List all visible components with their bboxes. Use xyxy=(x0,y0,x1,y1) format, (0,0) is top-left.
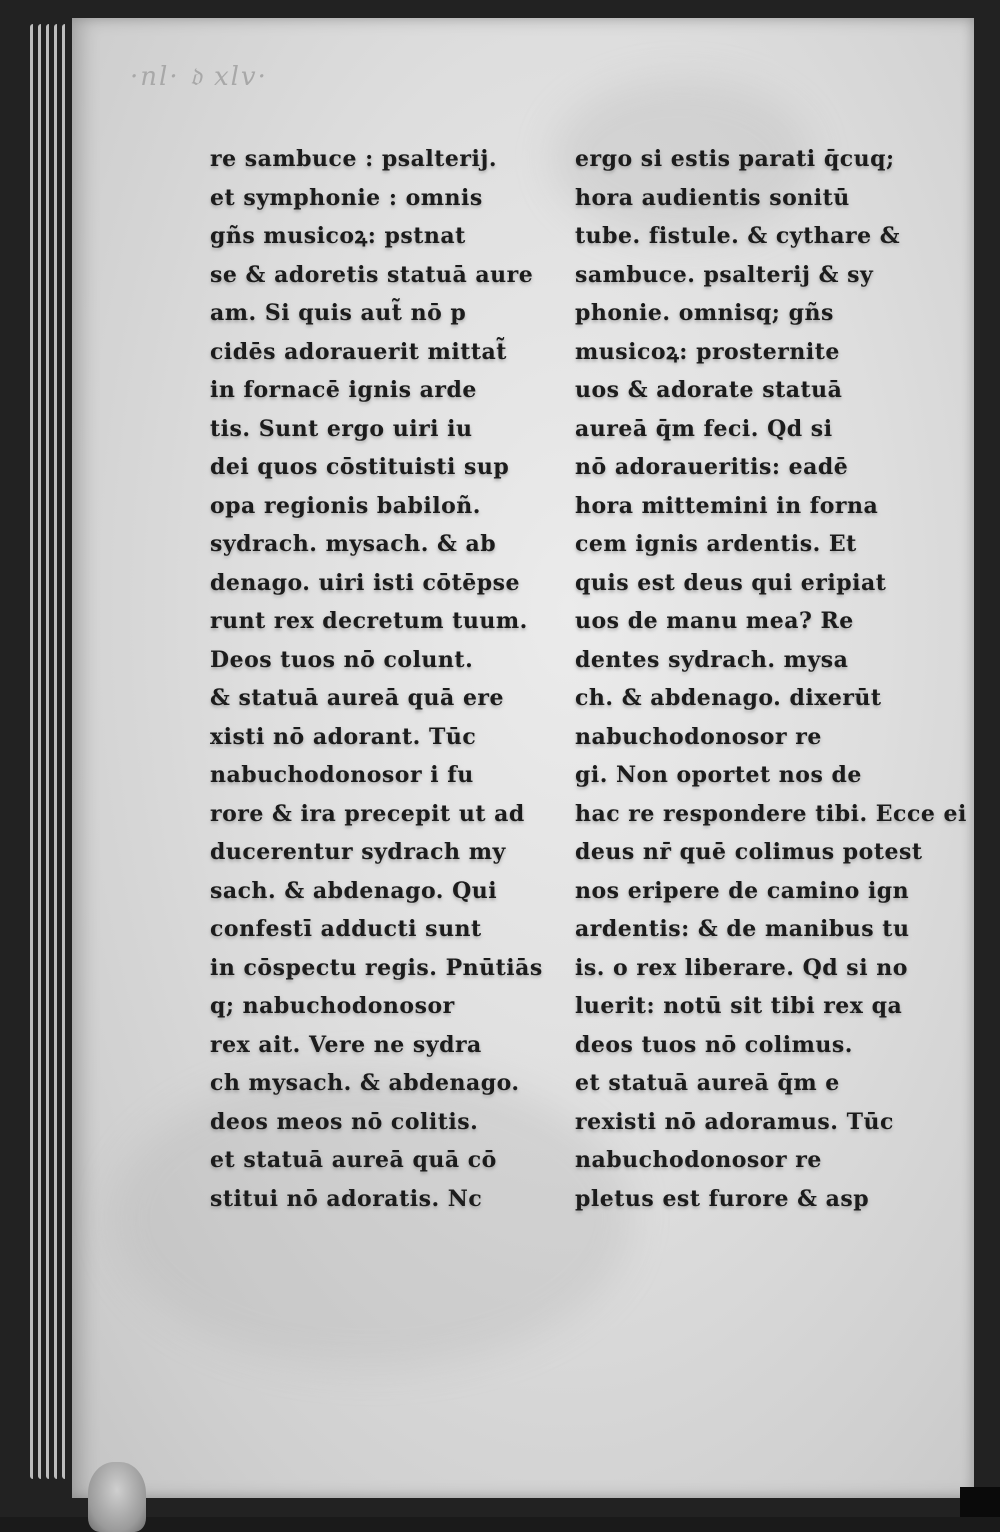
text-line: ergo si estis parati q̄cuq; xyxy=(575,146,895,172)
text-line: nabuchodonosor re xyxy=(575,1147,822,1173)
text-line: sach. & abdenago. Qui xyxy=(210,877,498,904)
text-line: et symphonie : omnis xyxy=(210,184,483,211)
text-line: ch mysach. & abdenago. xyxy=(210,1070,520,1096)
text-line: hora mittemini in forna xyxy=(575,492,879,519)
text-line: opa regionis babiloñ. xyxy=(210,492,481,519)
text-line: stitui nō adoratis. Nc xyxy=(210,1185,483,1212)
text-line: tube. fistule. & cythare & xyxy=(575,223,901,249)
text-line: uos & adorate statuā xyxy=(575,377,843,403)
text-line: luerit: notū sit tibi rex qa xyxy=(575,993,903,1019)
text-column-left xyxy=(210,140,543,1218)
text-line: se & adoretis statuā aure xyxy=(210,261,534,288)
text-line: sambuce. psalterij & sy xyxy=(575,261,874,288)
text-line: ducerentur sydrach my xyxy=(210,839,506,865)
margin-folio-note: ·nl· 𝔡 xlv· xyxy=(130,62,268,92)
text-column-right xyxy=(575,140,967,1218)
text-line: sydrach. mysach. & ab xyxy=(210,531,497,557)
text-line: phonie. omnisq; gñs xyxy=(575,300,834,326)
text-line: Deos tuos nō colunt. xyxy=(210,646,474,673)
text-line: deos meos nō colitis. xyxy=(210,1108,479,1135)
text-line: pletus est furore & asp xyxy=(575,1185,870,1212)
text-line: dei quos cōstituisti sup xyxy=(210,454,510,480)
text-line: xisti nō adorant. Tūc xyxy=(210,723,477,750)
holding-thumb xyxy=(88,1462,146,1532)
text-line: deos tuos nō colimus. xyxy=(575,1031,853,1058)
text-line: nabuchodonosor re xyxy=(575,723,822,750)
text-line: rexisti nō adoramus. Tūc xyxy=(575,1108,894,1135)
text-line: is. o rex liberare. Qd si no xyxy=(575,954,908,981)
text-line: quis est deus qui eripiat xyxy=(575,569,887,596)
text-line: nos eripere de camino ign xyxy=(575,877,910,904)
text-line: deus nr̄ quē colimus potest xyxy=(575,839,923,865)
text-line: ch. & abdenago. dixerūt xyxy=(575,685,882,711)
text-line: denago. uiri isti cōtēpse xyxy=(210,569,520,596)
text-line: nabuchodonosor i fu xyxy=(210,762,474,788)
text-line: rex ait. Vere ne sydra xyxy=(210,1031,482,1058)
text-line: in cōspectu regis. Pnūtiās xyxy=(210,954,543,981)
page-edge xyxy=(62,24,65,1479)
text-line: runt rex decretum tuum. xyxy=(210,608,528,634)
text-line: tis. Sunt ergo uiri iu xyxy=(210,415,473,442)
text-line: cidēs adorauerit mittat̃ xyxy=(210,338,507,365)
text-line: dentes sydrach. mysa xyxy=(575,646,849,673)
text-line: & statuā aureā quā ere xyxy=(210,685,505,711)
text-line: uos de manu mea? Re xyxy=(575,608,854,634)
text-line: am. Si quis aut̃ nō p xyxy=(210,300,467,326)
text-line: gi. Non oportet nos de xyxy=(575,762,862,788)
text-line: et statuā aureā quā cō xyxy=(210,1147,497,1173)
text-line: aureā q̄m feci. Qd si xyxy=(575,415,833,442)
text-line: musicoꝝ: prosternite xyxy=(575,338,840,365)
background-corner xyxy=(960,1487,1000,1517)
text-line: in fornacē ignis arde xyxy=(210,377,477,403)
page-edge xyxy=(30,24,33,1479)
page-edge xyxy=(38,24,41,1479)
text-line: gñs musicoꝝ: pstnat xyxy=(210,223,466,249)
page-edge xyxy=(54,24,57,1479)
text-line: confestī adducti sunt xyxy=(210,916,482,942)
text-line: nō adoraueritis: eadē xyxy=(575,454,849,480)
text-line: et statuā aureā q̄m e xyxy=(575,1070,840,1096)
text-line: hora audientis sonitū xyxy=(575,184,850,211)
text-line: q; nabuchodonosor xyxy=(210,993,455,1019)
text-line: rore & ira precepit ut ad xyxy=(210,800,525,827)
text-line: cem ignis ardentis. Et xyxy=(575,531,857,557)
text-line: ardentis: & de manibus tu xyxy=(575,916,910,942)
page-edge xyxy=(46,24,49,1479)
text-line: hac re respondere tibi. Ecce ei xyxy=(575,800,967,827)
text-line: re sambuce : psalterij. xyxy=(210,146,497,172)
